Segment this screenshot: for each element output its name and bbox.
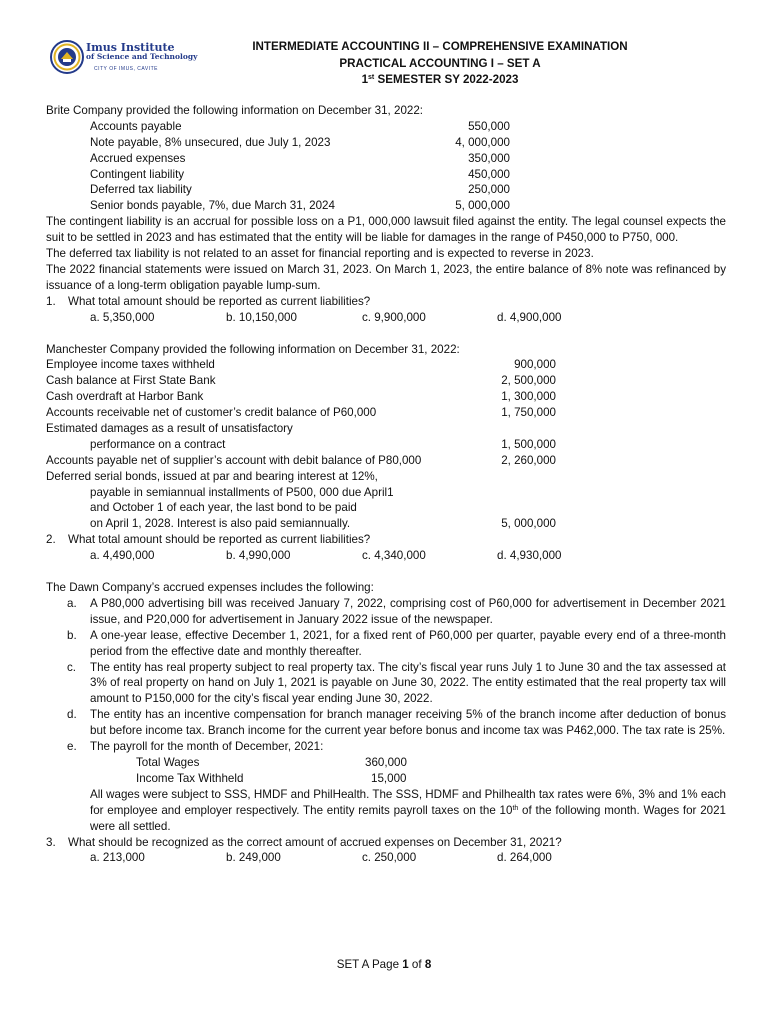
list-item: Cash overdraft at Harbor Bank 1, 300,000	[46, 390, 556, 404]
list-item: Deferred tax liability 250,000	[90, 183, 510, 197]
option-d: d. 4,900,000	[497, 310, 562, 324]
list-item: Employee income taxes withheld 900,000	[46, 358, 556, 372]
list-item: Senior bonds payable, 7%, due March 31, 2024 5, 000,000	[90, 199, 510, 213]
option-b: b. 249,000	[226, 851, 281, 865]
option-d: d. 4,930,000	[497, 549, 562, 563]
list-item: Accrued expenses 350,000	[90, 151, 510, 165]
list-item: Cash balance at First State Bank 2, 500,000	[46, 374, 556, 388]
school-name: Imus Institute	[86, 41, 175, 54]
problem-1-intro: Brite Company provided the following information on December 31, 2022:	[46, 104, 424, 117]
exam-header	[190, 39, 690, 89]
list-item: a. A P80,000 advertising bill was received January 7, 2022, comprising cost of P60,000 for advertisement in December 2021 issue, and P20,000 for advertisement in January 2022 issue of the newspaper.	[67, 596, 726, 626]
list-item: and October 1 of each year, the last bond to be paid	[90, 501, 357, 515]
option-c: c. 4,340,000	[362, 549, 426, 563]
question-number: 3.	[46, 835, 56, 849]
list-item: Note payable, 8% unsecured, due July 1, 2023 4, 000,000	[90, 135, 510, 149]
school-seal-icon	[50, 40, 84, 74]
problem-2-items	[46, 357, 726, 532]
exam-content	[46, 103, 726, 866]
list-item: Deferred serial bonds, issued at par and bearing interest at 12%,	[46, 469, 378, 483]
school-logo	[50, 40, 198, 74]
list-item: performance on a contract 1, 500,000	[90, 437, 556, 451]
option-c: c. 9,900,000	[362, 310, 426, 324]
semester-number: 1	[361, 73, 369, 86]
list-item: d. The entity has an incentive compensation for branch manager receiving 5% of the branch income after deduction of bonus but before income tax. Branch income for the current year before bonus and income tax was P462,000. The tax rate is 25%.	[67, 708, 726, 738]
problem-2-intro: Manchester Company provided the following information on December 31, 2022:	[46, 342, 460, 356]
exam-subtitle: PRACTICAL ACCOUNTING I – SET A	[339, 56, 541, 70]
list-item: Accounts payable 550,000	[90, 119, 510, 133]
exam-semester	[190, 72, 690, 89]
question-2	[46, 532, 726, 548]
option-c: c. 250,000	[362, 851, 417, 865]
problem-1-paragraph: The 2022 financial statements were issued on March 31, 2023. On March 1, 2023, the entire balance of 8% note was refinanced by issuance of a long-term obligation payable lump-sum.	[46, 262, 726, 292]
option-b: b. 10,150,000	[226, 310, 297, 324]
page-total: 8	[424, 958, 432, 971]
question-3	[46, 835, 726, 851]
option-d: d. 264,000	[497, 851, 552, 865]
question-3-options	[46, 850, 726, 866]
page-number: 1	[402, 958, 409, 971]
list-item: e. The payroll for the month of December, 2021:	[67, 740, 324, 754]
option-a: a. 213,000	[90, 851, 145, 865]
list-item: Accounts payable net of supplier’s account with debit balance of P80,000 2, 260,000	[46, 453, 556, 467]
semester-ordinal: st	[368, 74, 375, 81]
question-text: What total amount should be reported as current liabilities?	[68, 533, 371, 547]
payroll-tax-withheld: Income Tax Withheld 15,000	[136, 771, 407, 785]
option-a: a. 5,350,000	[90, 310, 155, 324]
list-item: c. The entity has real property subject to real property tax. The city’s fiscal year runs July 1 to June 30 and the tax assessed at 3% of real property on hand on July 1, 2021 is payable on June 30, 2022. The entity estimated that the real property tax will amount to P150,000 for the city’s fiscal year ending June 30, 2022.	[67, 660, 726, 706]
problem-1-items	[46, 119, 726, 214]
option-a: a. 4,490,000	[90, 549, 155, 563]
list-item: b. A one-year lease, effective December 1, 2021, for a fixed rent of P60,000 per quarter, payable every end of a three-month period from the effective date and monthly thereafter.	[67, 628, 726, 658]
problem-1-paragraph: The deferred tax liability is not related to an asset for financial reporting and is expected to reverse in 2023.	[46, 247, 594, 261]
semester-text: SEMESTER SY 2022-2023	[374, 73, 519, 86]
payroll-wages: Total Wages 360,000	[136, 756, 407, 769]
list-item: Contingent liability 450,000	[90, 167, 510, 181]
question-1-options	[46, 310, 726, 326]
list-item: on April 1, 2028. Interest is also paid semiannually. 5, 000,000	[90, 517, 556, 531]
question-1	[46, 294, 726, 310]
list-item: Accounts receivable net of customer’s credit balance of P60,000 1, 750,000	[46, 406, 556, 420]
list-item: All wages were subject to SSS, HMDF and PhilHealth. The SSS, HDMF and Philhealth tax rates were 6%, 3% and 1% each for employee and employer respectively. The entity remits payroll taxes on the 10th of the following month. Wages for 2021 were all settled.	[90, 787, 726, 833]
question-text: What should be recognized as the correct amount of accrued expenses on December 31, 2021?	[68, 835, 562, 849]
option-b: b. 4,990,000	[226, 549, 291, 563]
list-item: payable in semiannual installments of P500, 000 due April1	[90, 485, 394, 499]
exam-title: INTERMEDIATE ACCOUNTING II – COMPREHENSIVE EXAMINATION	[252, 40, 628, 53]
question-number: 2.	[46, 533, 56, 547]
question-text: What total amount should be reported as current liabilities?	[68, 294, 371, 308]
school-city: CITY OF IMUS, CAVITE	[94, 66, 158, 72]
school-subtitle: of Science and Technology	[86, 52, 198, 61]
problem-3-intro: The Dawn Company’s accrued expenses includes the following:	[46, 581, 374, 595]
page-footer: SET A Page 1 of 8	[336, 958, 432, 971]
question-2-options	[46, 548, 726, 564]
list-item: Estimated damages as a result of unsatisfactory	[46, 422, 293, 436]
problem-1-paragraph: The contingent liability is an accrual for possible loss on a P1, 000,000 lawsuit filed against the entity. The legal counsel expects the suit to be settled in 2023 and has estimated that the entity will be liable for damages in the range of P450,000 to P750, 000.	[46, 215, 726, 245]
question-number: 1.	[46, 294, 56, 308]
